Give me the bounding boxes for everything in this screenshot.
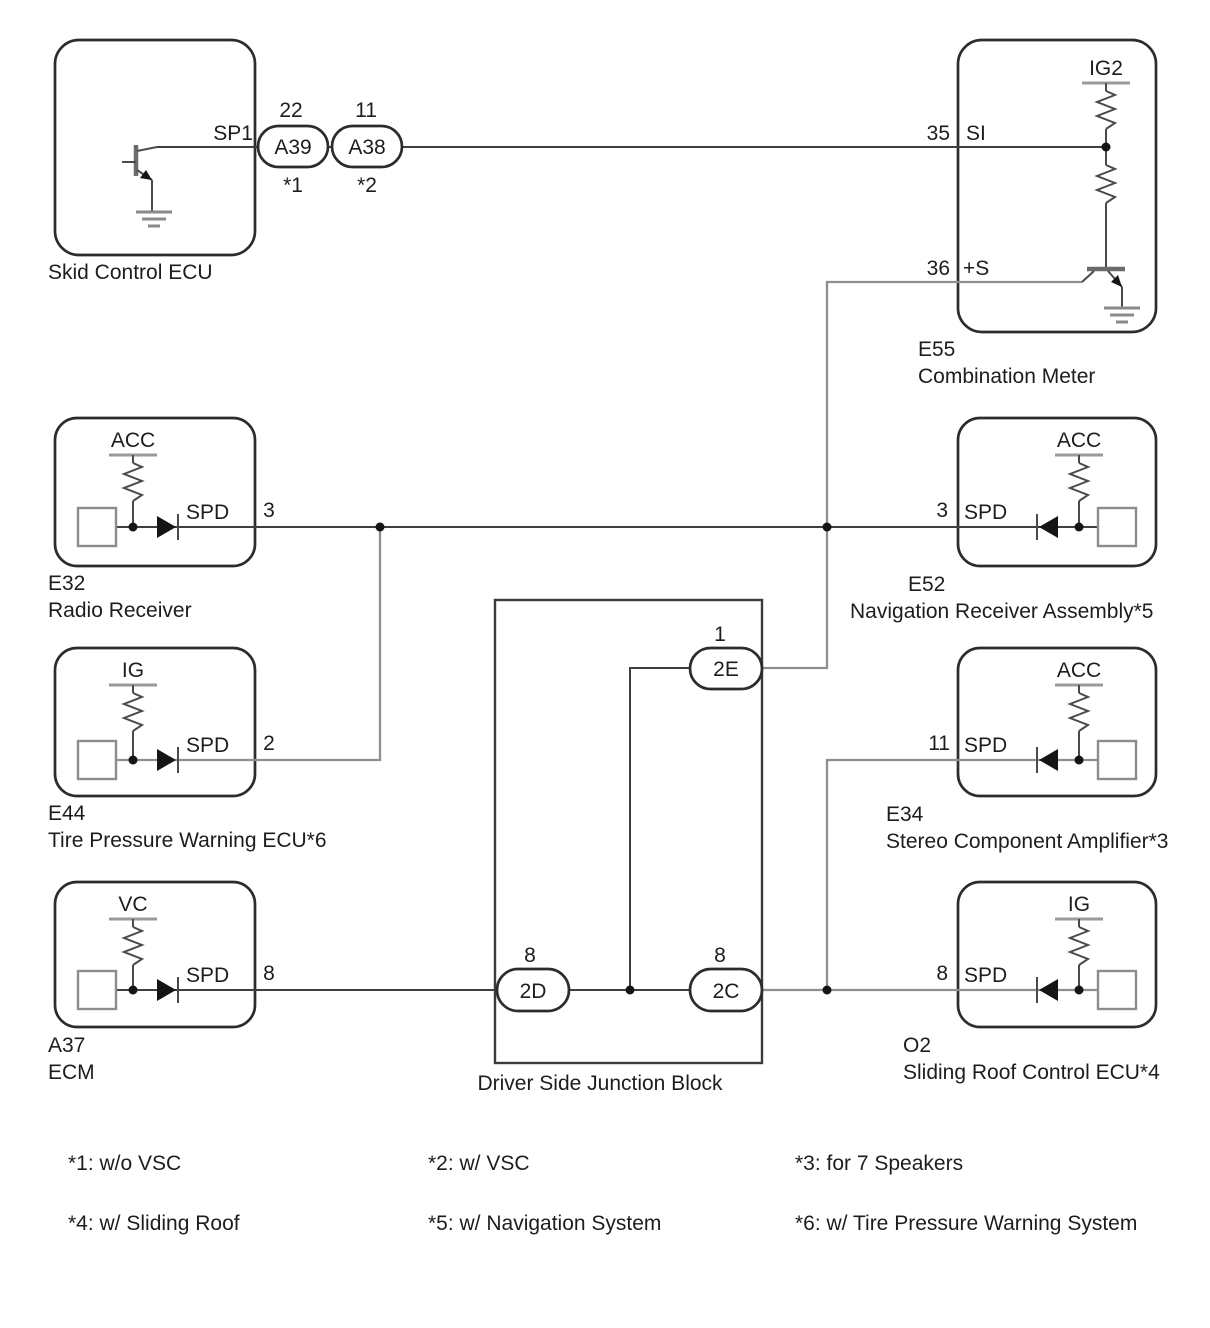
footnote-3: *3: for 7 Speakers <box>795 1152 964 1175</box>
roof-id: O2 <box>903 1034 932 1057</box>
ecm-pin-name: SPD <box>186 964 230 987</box>
connector-2c-pin: 8 <box>714 944 726 967</box>
nav-power-label: ACC <box>1056 429 1102 452</box>
amp-pin-num: 11 <box>928 732 950 755</box>
ecm-power-label: VC <box>118 893 148 916</box>
connector-2d-pin: 8 <box>524 944 536 967</box>
radio-pin-name: SPD <box>186 501 230 524</box>
radio-name: Radio Receiver <box>48 599 192 622</box>
ecm-id: A37 <box>48 1034 86 1057</box>
connector-a39-label: A39 <box>274 136 312 159</box>
nav-id: E52 <box>908 573 946 596</box>
meter-name: Combination Meter <box>918 365 1096 388</box>
radio-ic-square <box>78 508 116 546</box>
junction-dot <box>626 986 635 995</box>
connector-a39-pin: 22 <box>279 99 303 122</box>
connector-a39-note: *1 <box>283 174 303 197</box>
junction-dot <box>129 523 138 532</box>
connector-a38-note: *2 <box>357 174 377 197</box>
nav-name: Navigation Receiver Assembly*5 <box>850 600 1154 623</box>
radio-pin-num: 3 <box>263 499 275 522</box>
junction-dot <box>376 523 385 532</box>
connector-a39 <box>258 99 328 197</box>
meter-pin35-num: 35 <box>926 122 950 145</box>
junction-dot <box>1075 523 1084 532</box>
meter-id: E55 <box>918 338 956 361</box>
roof-pin-num: 8 <box>936 962 948 985</box>
meter-power-label: IG2 <box>1089 57 1123 80</box>
amp-power-label: ACC <box>1056 659 1102 682</box>
connector-2e-pin: 1 <box>714 623 726 646</box>
tire-power-label: IG <box>121 659 145 682</box>
ecm-ic-square <box>78 971 116 1009</box>
skid-pin-sp1: SP1 <box>213 122 253 145</box>
junction-dot <box>1075 756 1084 765</box>
junction-dot <box>823 523 832 532</box>
junction-dot <box>129 986 138 995</box>
junction-dot <box>1102 143 1111 152</box>
junction-dot <box>1075 986 1084 995</box>
connector-2c-label: 2C <box>712 980 740 1003</box>
connector-a38-label: A38 <box>348 136 386 159</box>
nav-pin-num: 3 <box>936 499 948 522</box>
junction-dot <box>129 756 138 765</box>
connector-a38 <box>332 99 402 197</box>
footnote-1: *1: w/o VSC <box>68 1152 182 1175</box>
meter-pin36-name: +S <box>963 257 990 280</box>
meter-pin36-num: 36 <box>926 257 950 280</box>
tire-ic-square <box>78 741 116 779</box>
junction-block-name: Driver Side Junction Block <box>477 1072 723 1095</box>
amp-name: Stereo Component Amplifier*3 <box>886 830 1169 853</box>
roof-pin-name: SPD <box>964 964 1008 987</box>
connector-a38-pin: 11 <box>355 99 377 122</box>
connector-2e-label: 2E <box>713 658 739 681</box>
connector-2d-label: 2D <box>519 980 547 1003</box>
amp-ic-square <box>1098 741 1136 779</box>
tire-pin-name: SPD <box>186 734 230 757</box>
nav-pin-name: SPD <box>964 501 1008 524</box>
roof-name: Sliding Roof Control ECU*4 <box>903 1061 1160 1084</box>
amp-pin-name: SPD <box>964 734 1008 757</box>
ecm-pin-num: 8 <box>263 962 275 985</box>
tire-id: E44 <box>48 802 86 825</box>
radio-power-label: ACC <box>110 429 156 452</box>
amp-id: E34 <box>886 803 924 826</box>
tire-name: Tire Pressure Warning ECU*6 <box>48 829 327 852</box>
roof-power-label: IG <box>1067 893 1091 916</box>
tire-pin-num: 2 <box>263 732 275 755</box>
footnote-4: *4: w/ Sliding Roof <box>68 1212 240 1235</box>
footnote-6: *6: w/ Tire Pressure Warning System <box>795 1212 1138 1235</box>
radio-id: E32 <box>48 572 86 595</box>
junction-dot <box>823 986 832 995</box>
skid-name: Skid Control ECU <box>48 261 213 284</box>
ecm-name: ECM <box>48 1061 95 1084</box>
nav-ic-square <box>1098 508 1136 546</box>
roof-ic-square <box>1098 971 1136 1009</box>
footnote-5: *5: w/ Navigation System <box>428 1212 662 1235</box>
meter-pin35-name: SI <box>966 122 986 145</box>
footnote-2: *2: w/ VSC <box>428 1152 530 1175</box>
